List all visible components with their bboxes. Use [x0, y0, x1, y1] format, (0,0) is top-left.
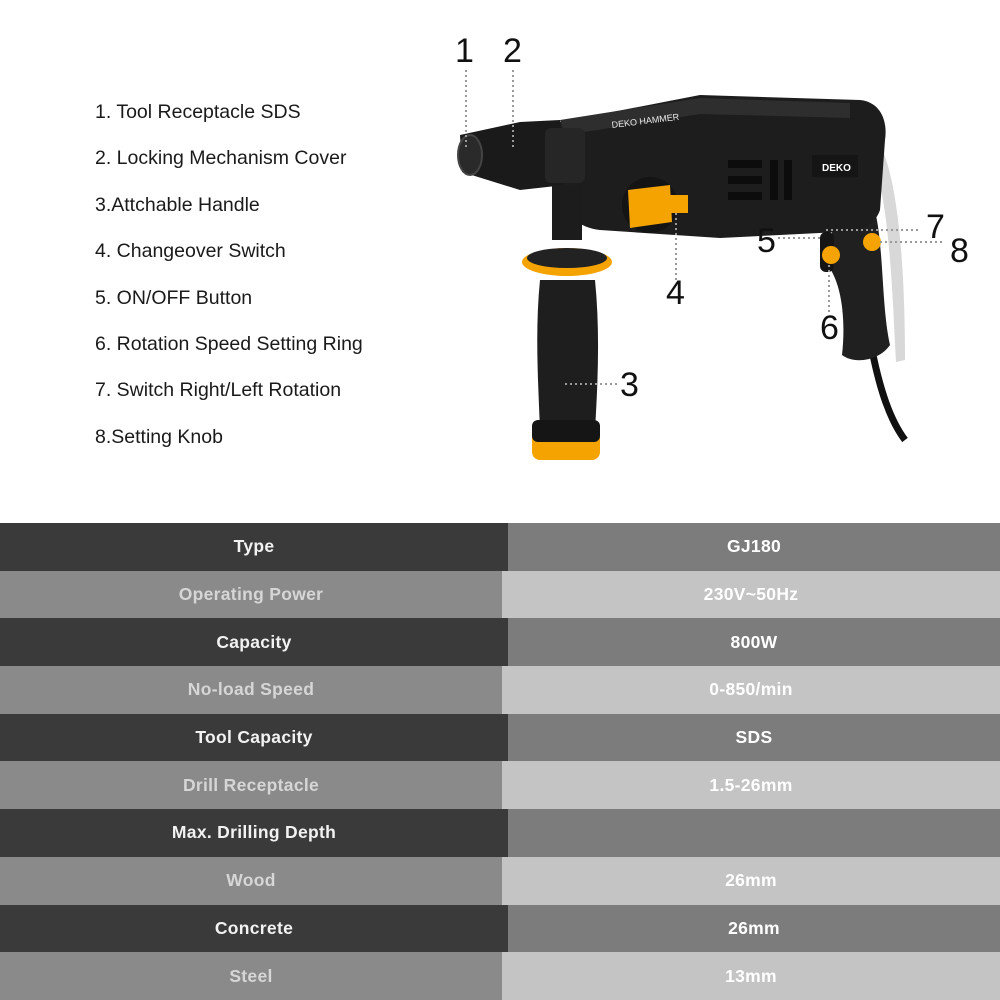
spec-value: 230V~50Hz	[502, 571, 1000, 619]
spec-label: Max. Drilling Depth	[0, 809, 508, 857]
spec-value	[508, 809, 1000, 857]
table-row	[0, 714, 1000, 762]
table-row	[0, 905, 1000, 953]
spec-value: 1.5-26mm	[502, 761, 1000, 809]
handle-cap-dark	[532, 420, 600, 442]
setting-knob	[863, 233, 881, 251]
callout-5: 5	[757, 222, 776, 260]
spec-label: Concrete	[0, 905, 508, 953]
spec-value: GJ180	[508, 523, 1000, 571]
spec-label: Steel	[0, 952, 502, 1000]
table-row	[0, 809, 1000, 857]
handle-clamp	[552, 185, 582, 240]
parts-list-item: 6. Rotation Speed Setting Ring	[95, 332, 363, 355]
table-row	[0, 952, 1000, 1000]
callout-8: 8	[950, 232, 969, 270]
spec-value: 800W	[508, 618, 1000, 666]
table-row	[0, 571, 1000, 619]
parts-list-item: 4. Changeover Switch	[95, 240, 286, 263]
spec-label: Capacity	[0, 618, 508, 666]
table-row	[0, 523, 1000, 571]
locking-cover	[545, 128, 585, 183]
specification-table	[0, 523, 1000, 1000]
handle-collar-inner	[527, 248, 607, 268]
spec-value: 0-850/min	[502, 666, 1000, 714]
side-handle-grip	[537, 280, 598, 430]
table-row	[0, 666, 1000, 714]
table-row	[0, 761, 1000, 809]
callout-2: 2	[503, 32, 522, 70]
spec-value: 26mm	[508, 905, 1000, 953]
spec-label: Type	[0, 523, 508, 571]
callout-6: 6	[820, 309, 839, 347]
speed-setting-ring	[822, 246, 840, 264]
parts-list-item: 2. Locking Mechanism Cover	[95, 147, 347, 170]
table-row	[0, 618, 1000, 666]
power-cord	[872, 350, 905, 440]
parts-list-item: 3.Attchable Handle	[95, 193, 260, 216]
chuck-tip	[458, 135, 482, 175]
parts-list-item: 7. Switch Right/Left Rotation	[95, 379, 342, 402]
spec-label: Wood	[0, 857, 502, 905]
knob-lever	[660, 195, 688, 213]
spec-value: SDS	[508, 714, 1000, 762]
callout-3: 3	[620, 366, 639, 404]
spec-label: No-load Speed	[0, 666, 502, 714]
callout-4: 4	[666, 274, 685, 312]
spec-value: 13mm	[502, 952, 1000, 1000]
callout-1: 1	[455, 32, 474, 70]
spec-label: Operating Power	[0, 571, 502, 619]
spec-label: Drill Receptacle	[0, 761, 502, 809]
spec-label: Tool Capacity	[0, 714, 508, 762]
table-row	[0, 857, 1000, 905]
spec-value: 26mm	[502, 857, 1000, 905]
model-text: DEKO HAMMER	[611, 111, 680, 130]
brand-logo-text: DEKO	[822, 163, 851, 174]
parts-list-item: 8.Setting Knob	[95, 425, 223, 448]
callout-7: 7	[926, 208, 945, 246]
parts-list-item: 1. Tool Receptacle SDS	[95, 101, 301, 123]
parts-list-item: 5. ON/OFF Button	[95, 286, 253, 309]
